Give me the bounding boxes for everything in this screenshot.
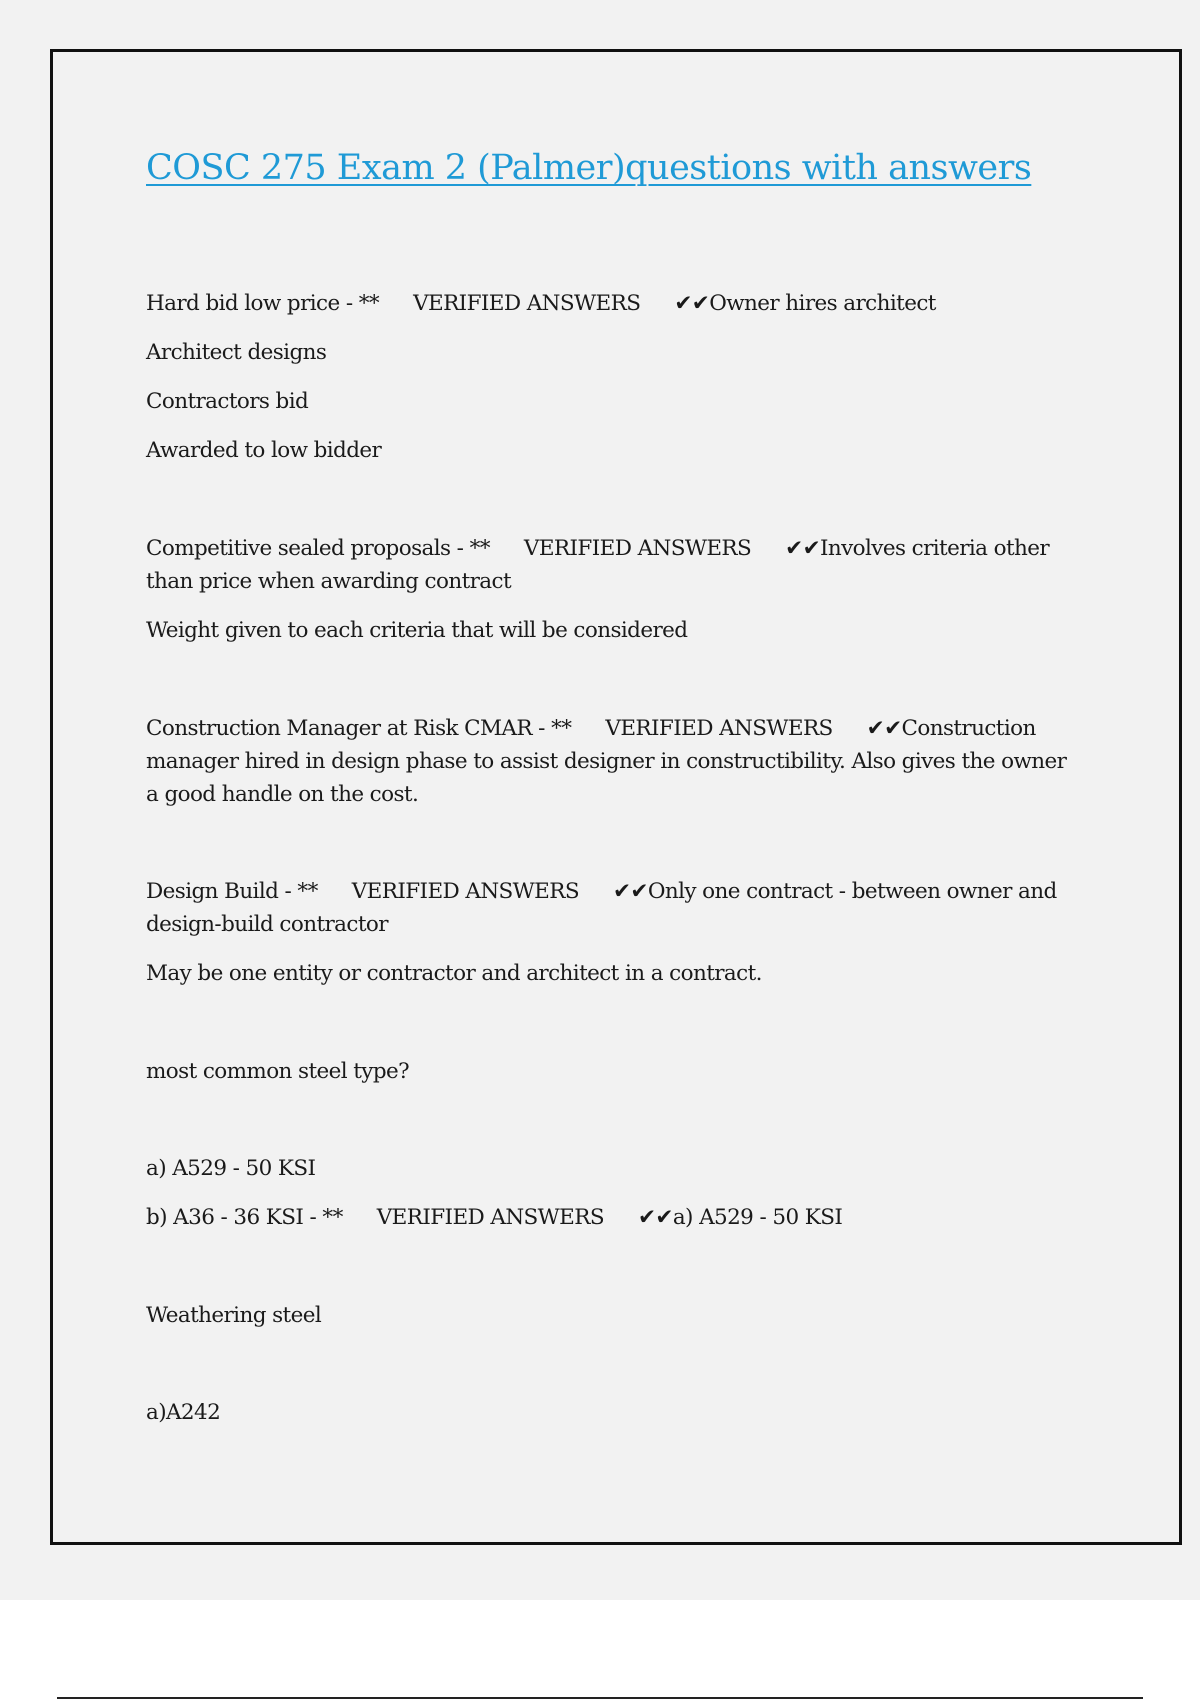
- question-text: Construction Manager at Risk CMAR -: [146, 716, 545, 741]
- marker: **: [469, 536, 490, 561]
- answer-text: Only one contract - between owner and design-build contractor: [146, 879, 1057, 937]
- question-text: Competitive sealed proposals -: [146, 536, 464, 561]
- marker: **: [322, 1205, 343, 1230]
- check-marks-icon: ✔✔: [866, 716, 902, 741]
- verified-label: VERIFIED ANSWERS: [351, 879, 579, 904]
- verified-label: VERIFIED ANSWERS: [523, 536, 752, 561]
- check-marks-icon: ✔✔: [613, 879, 648, 904]
- answer-line: Contractors bid: [146, 389, 309, 414]
- question-text: Design Build -: [146, 879, 292, 904]
- steel-question-prompt: most common steel type?: [146, 1059, 410, 1084]
- answer-text: Construction manager hired in design phase to assist designer in constructibility. Also gives the owner a good handle on the cost.: [146, 716, 1067, 807]
- page-footer-rule: [57, 1697, 1143, 1699]
- option-b-text: b) A36 - 36 KSI -: [146, 1205, 317, 1230]
- check-marks-icon: ✔✔: [785, 536, 820, 561]
- question-text: Hard bid low price -: [146, 291, 353, 316]
- answer-line: Weight given to each criteria that will be considered: [146, 618, 688, 643]
- answer-text: Owner hires architect: [709, 291, 936, 316]
- qa-entry-design-build: [146, 875, 1076, 941]
- steel-option-b-answer: [146, 1201, 842, 1234]
- qa-entry-cmar: [146, 712, 1076, 811]
- weathering-option-a: a)A242: [146, 1400, 221, 1425]
- answer-text: a) A529 - 50 KSI: [672, 1205, 843, 1230]
- verified-label: VERIFIED ANSWERS: [413, 291, 641, 316]
- answer-text: Involves criteria other than price when awarding contract: [146, 536, 1050, 594]
- qa-entry-hard-bid: [146, 287, 936, 320]
- qa-entry-competitive-sealed: [146, 532, 1076, 598]
- verified-label: VERIFIED ANSWERS: [376, 1205, 604, 1230]
- marker: **: [551, 716, 572, 741]
- check-marks-icon: ✔✔: [674, 291, 710, 316]
- verified-label: VERIFIED ANSWERS: [605, 716, 833, 741]
- marker: **: [358, 291, 380, 316]
- document-title: COSC 275 Exam 2 (Palmer)questions with answers: [146, 148, 1032, 188]
- answer-line: Awarded to low bidder: [146, 438, 382, 463]
- marker: **: [297, 879, 318, 904]
- weathering-prompt: Weathering steel: [146, 1303, 322, 1328]
- answer-line: Architect designs: [146, 340, 327, 365]
- steel-option-a: a) A529 - 50 KSI: [146, 1156, 316, 1181]
- check-marks-icon: ✔✔: [638, 1205, 673, 1230]
- answer-line: May be one entity or contractor and architect in a contract.: [146, 961, 762, 986]
